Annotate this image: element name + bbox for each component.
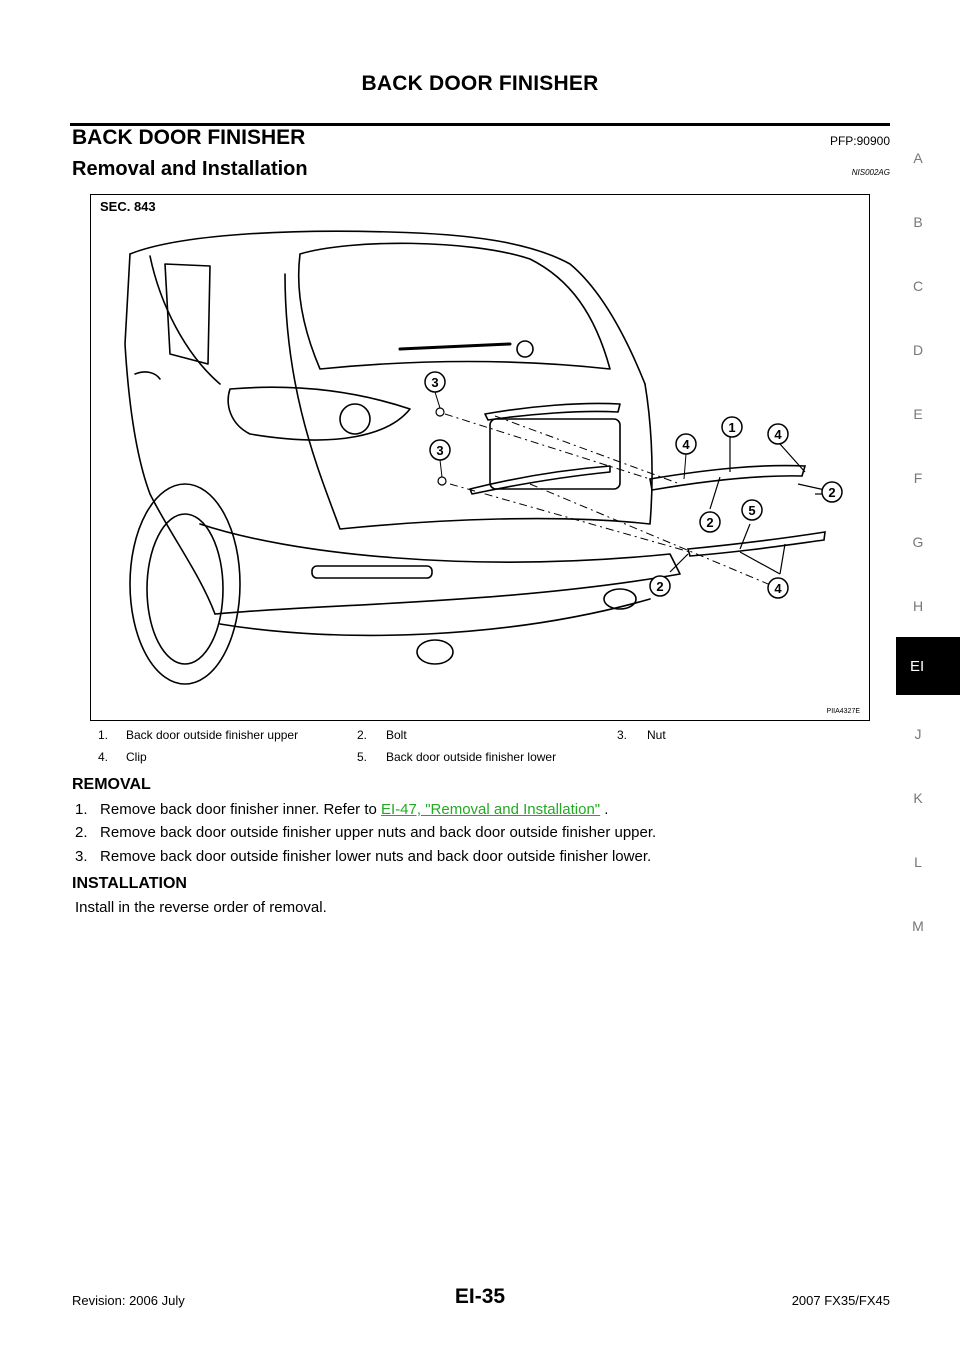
ei-47-link[interactable]: EI-47, "Removal and Installation" (381, 801, 601, 818)
nut-icon (438, 477, 446, 485)
callout-2-right (822, 482, 842, 502)
removal-step-1: 1. Remove back door finisher inner. Refer to EI-47, "Removal and Installation" . (75, 801, 609, 818)
nis-code: NIS002AG (851, 168, 890, 177)
legend-label-3: Nut (647, 728, 666, 742)
legend-num-1: 1. (98, 728, 109, 742)
side-window (165, 264, 210, 364)
legend-label-1: Back door outside finisher upper (126, 728, 299, 742)
rear-bumper (200, 524, 680, 614)
callout-1 (722, 417, 742, 437)
tab-h[interactable]: H (912, 598, 924, 614)
legend-label-2: Bolt (386, 728, 407, 742)
tab-j[interactable]: J (914, 726, 922, 742)
tab-m[interactable]: M (912, 918, 924, 934)
rear-wheel-inner (147, 514, 223, 664)
svg-text:2: 2 (828, 485, 836, 500)
pfp-code: PFP:90900 (829, 134, 890, 148)
legend-num-4: 4. (98, 750, 109, 764)
legend-label-5: Back door outside finisher lower (386, 750, 557, 764)
lamp-bulb (340, 404, 370, 434)
wiper-pivot (517, 341, 533, 357)
svg-text:2: 2 (656, 579, 664, 594)
svg-text:3: 3 (436, 443, 444, 458)
svg-text:2: 2 (706, 515, 714, 530)
rear-wiper (400, 344, 510, 349)
tab-g[interactable]: G (912, 534, 924, 550)
installation-heading: INSTALLATION (72, 875, 187, 892)
svg-text:4: 4 (774, 581, 782, 596)
page-number: EI-35 (454, 1285, 506, 1308)
exhaust-left (417, 640, 453, 664)
installation-text: Install in the reverse order of removal. (75, 899, 327, 916)
exhaust-right (604, 589, 636, 609)
footer-model: 2007 FX35/FX45 (791, 1293, 890, 1308)
legend-num-2: 2. (357, 728, 368, 742)
tab-e[interactable]: E (913, 406, 923, 422)
callout-2-lower (650, 576, 670, 596)
svg-text:1: 1 (728, 420, 736, 435)
removal-step-2: 2. Remove back door outside finisher upper nuts and back door outside finisher upper. (75, 824, 657, 841)
tab-f[interactable]: F (913, 470, 923, 486)
legend-num-5: 5. (357, 750, 368, 764)
removal-step-3: 3. Remove back door outside finisher lower nuts and back door outside finisher lower. (75, 848, 652, 865)
finisher-lower-part (688, 532, 825, 556)
callout-4-right (768, 424, 788, 444)
callout-2-middle (700, 512, 720, 532)
section-title: BACK DOOR FINISHER (72, 126, 306, 149)
bumper-lower (220, 599, 650, 635)
footer-revision: Revision: 2006 July (72, 1293, 185, 1308)
rear-glass (299, 243, 610, 369)
legend-num-3: 3. (617, 728, 628, 742)
subsection-title: Removal and Installation (72, 158, 308, 180)
figure-sec-label: SEC. 843 (100, 199, 156, 214)
door-handle (135, 372, 160, 379)
nut-icon (436, 408, 444, 416)
finisher-upper-mounted (485, 403, 620, 420)
tab-l[interactable]: L (914, 854, 922, 870)
removal-heading: REMOVAL (72, 776, 151, 793)
finisher-upper-part (650, 466, 805, 490)
tab-b[interactable]: B (913, 214, 923, 230)
svg-text:4: 4 (774, 427, 782, 442)
svg-text:5: 5 (748, 503, 756, 518)
page-header-title: BACK DOOR FINISHER (361, 72, 599, 95)
callout-5 (742, 500, 762, 520)
tab-ei-active[interactable]: EI (896, 637, 960, 695)
roof-outline (130, 231, 645, 384)
reflector (312, 566, 432, 578)
tab-d[interactable]: D (912, 342, 924, 358)
vehicle-diagram (90, 194, 870, 721)
body-side (125, 254, 215, 614)
callout-3-upper (425, 372, 445, 392)
callout-4-lower (768, 578, 788, 598)
figure-image-code: PIIA4327E (826, 708, 860, 715)
back-door (285, 274, 652, 529)
svg-text:3: 3 (431, 375, 439, 390)
callout-4-left (676, 434, 696, 454)
callout-3-lower (430, 440, 450, 460)
legend-label-4: Clip (126, 750, 147, 764)
tab-c[interactable]: C (912, 278, 924, 294)
tail-lamp (228, 387, 410, 440)
tab-k[interactable]: K (913, 790, 923, 806)
svg-text:4: 4 (682, 437, 690, 452)
tab-a[interactable]: A (913, 150, 923, 166)
